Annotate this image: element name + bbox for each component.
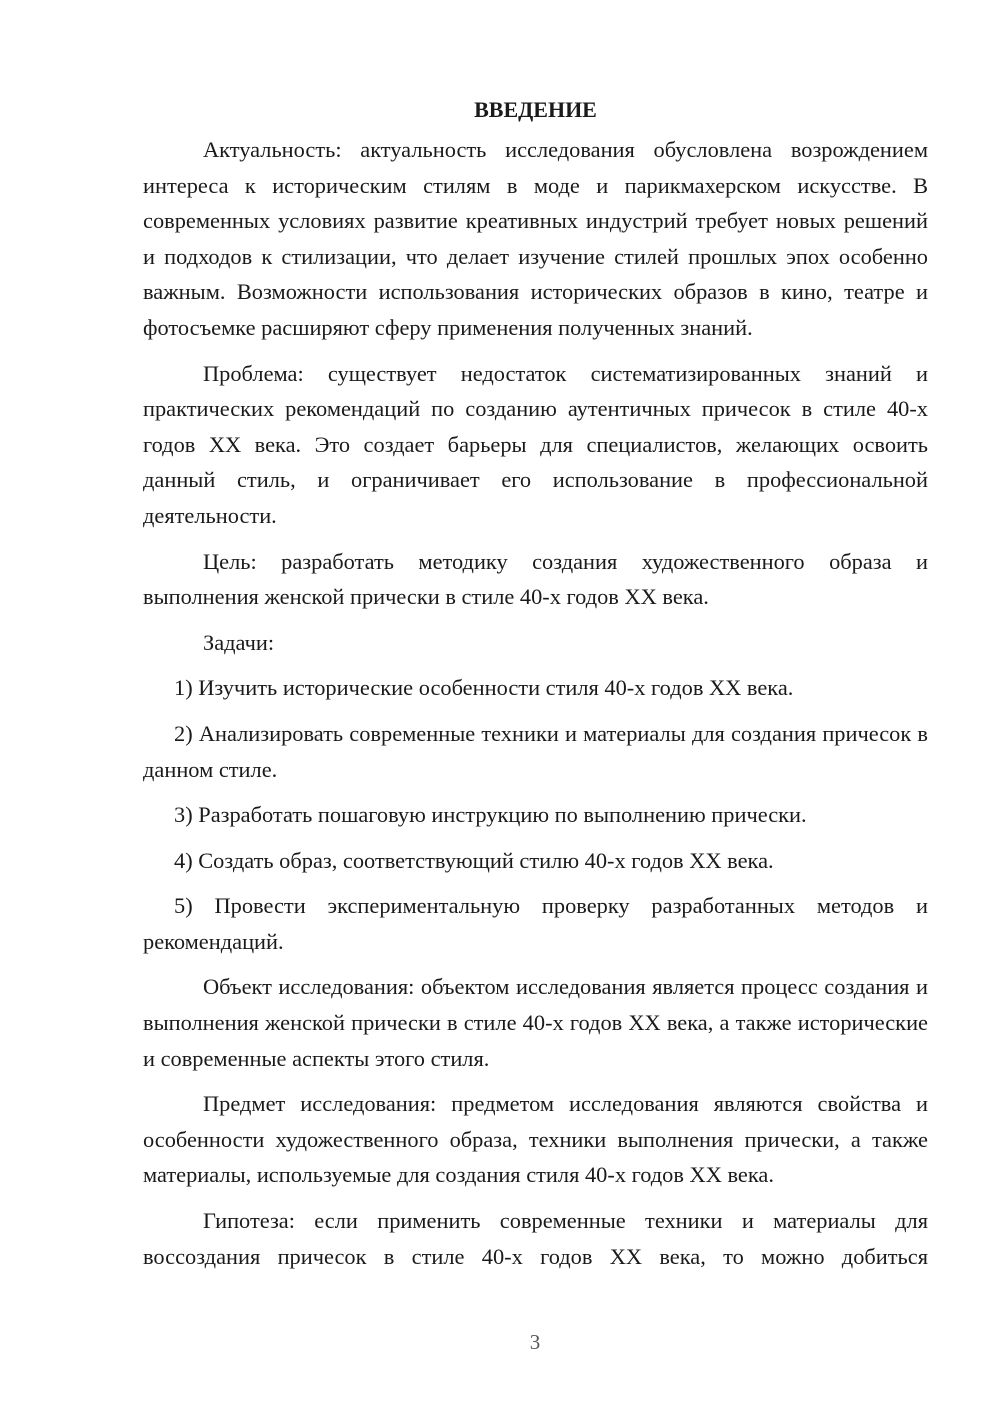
paragraph-hypothesis: Гипотеза: если применить современные техники и материалы для воссоздания причесок в стиле 40-х годов XX века, то можно добиться	[143, 1208, 928, 1269]
paragraph-tasks-heading: Задачи:	[203, 629, 275, 655]
paragraph-relevance: Актуальность: актуальность исследования обусловлена возрождением интереса к историческим стилям в моде и парикмахерском искусстве. В современных условиях развитие креативных индустрий требует новых решений и подходов к стилизации, что делает изучение стилей прошлых эпох особенно важным. Возможности использования исторических образов в кино, театре и фотосъемке расширяют сферу применения полученных знаний.	[143, 137, 928, 340]
paragraph-subject: Предмет исследования: предметом исследования являются свойства и особенности художественного образа, техники выполнения прически, а также материалы, используемые для создания стиля 40-х годов XX века.	[143, 1091, 928, 1188]
paragraph-goal: Цель: разработать методику создания художественного образа и выполнения женской прически в стиле 40-х годов XX века.	[143, 548, 928, 610]
task-item-5: 5) Провести экспериментальную проверку разработанных методов и рекомендаций.	[143, 893, 928, 954]
task-item-3: 3) Разработать пошаговую инструкцию по выполнению прически.	[174, 802, 807, 828]
page-number: 3	[529, 1330, 541, 1354]
task-item-1: 1) Изучить исторические особенности стиля 40-х годов XX века.	[174, 675, 794, 701]
paragraph-problem: Проблема: существует недостаток систематизированных знаний и практических рекомендаций по созданию аутентичных причесок в стиле 40-х годов XX века. Это создает барьеры для специалистов, желающих освоить данный стиль, и ограничивает его использование в профессиональной деятельности.	[143, 360, 928, 528]
task-item-2: 2) Анализировать современные техники и материалы для создания причесок в данном стиле.	[143, 720, 928, 782]
task-item-4: 4) Создать образ, соответствующий стилю 40-х годов XX века.	[174, 847, 774, 873]
document-page	[143, 92, 928, 1274]
page-title: ВВЕДЕНИЕ	[474, 97, 597, 122]
paragraph-object: Объект исследования: объектом исследования является процесс создания и выполнения женской прически в стиле 40-х годов XX века, а также исторические и современные аспекты этого стиля.	[143, 974, 928, 1071]
